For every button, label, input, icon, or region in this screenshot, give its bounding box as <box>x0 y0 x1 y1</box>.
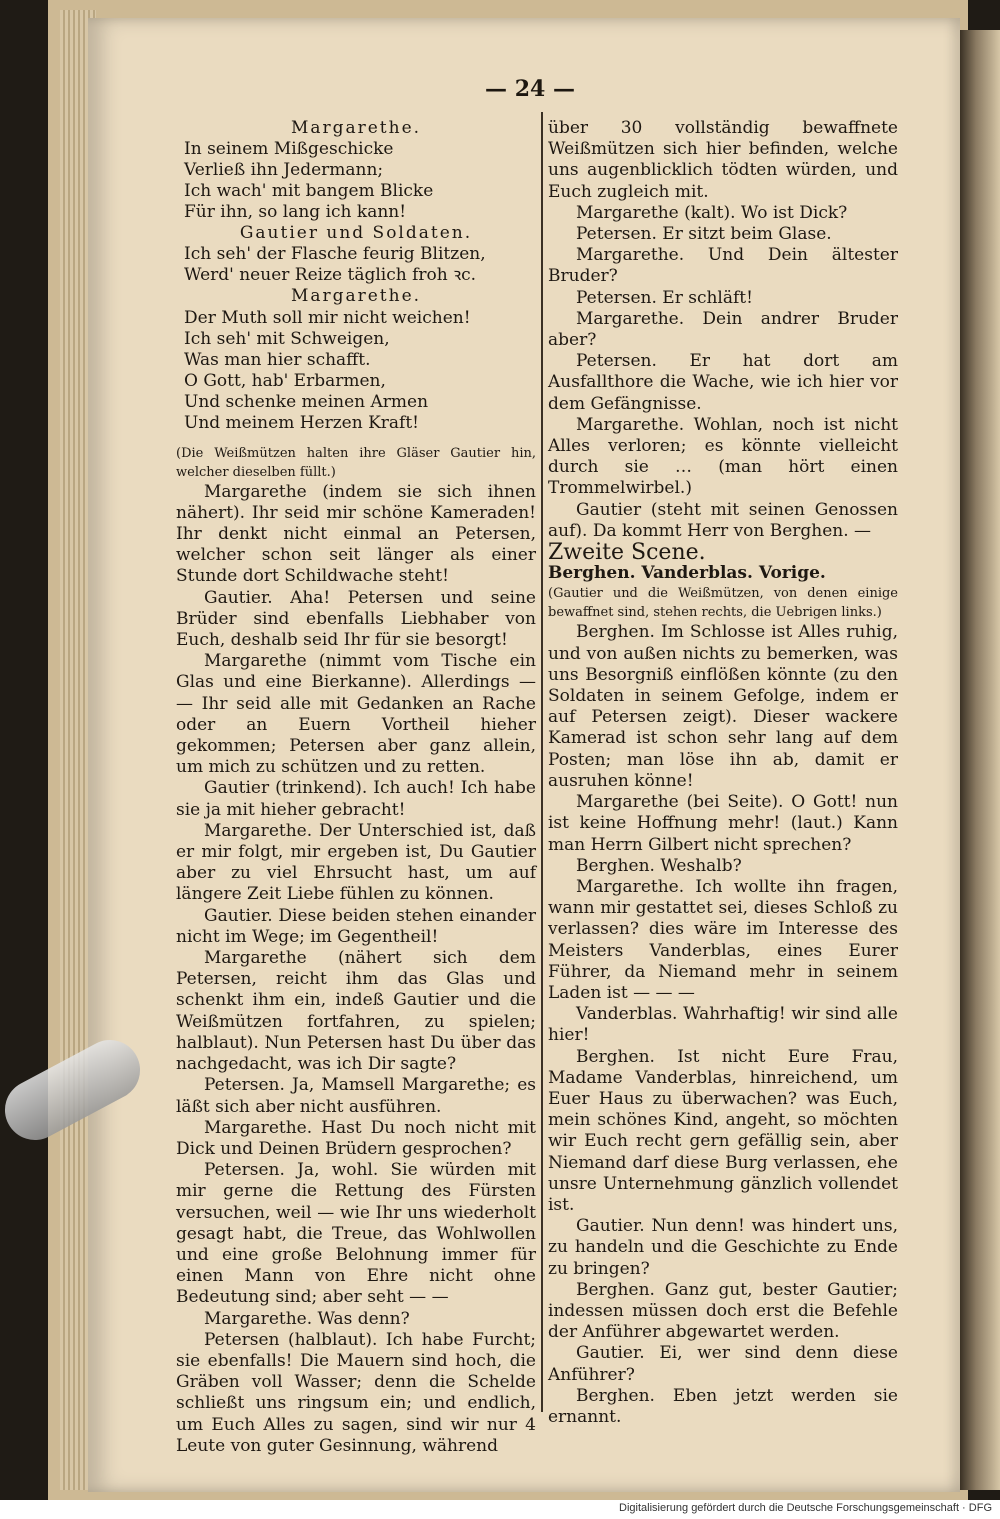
dialogue-paragraph: Margarethe. Und Dein ältester Bruder? <box>548 245 898 287</box>
dialogue-paragraph: Petersen. Er hat dort am Ausfallthore die Wache, wie ich hier vor dem Gefängnisse. <box>548 351 898 414</box>
dialogue-paragraph: Berghen. Ist nicht Eure Frau, Madame Vanderblas, hinreichend, um Euer Haus zu überwachen? was Euch, mein schönes Kind, angeht, so möchten wir Euch recht gern gefällig sein, aber Niemand darf diese Burg verlassen, ehe unsre Unternehmung gänzlich vollendet ist. <box>548 1046 898 1215</box>
stage-direction: (Die Weißmützen halten ihre Gläser Gautier hin, welcher dieselben füllt.) <box>176 445 536 480</box>
dialogue-paragraph: Gautier. Nun denn! was hindert uns, zu handeln und die Geschichte zu Ende zu bringen? <box>548 1216 898 1279</box>
dialogue-paragraph: Margarethe. Dein andrer Bruder aber? <box>548 308 898 351</box>
dialogue-paragraph: Petersen. Ja, Mamsell Margarethe; es läßt sich aber nicht ausführen. <box>176 1075 536 1117</box>
dialogue-paragraph: Margarethe. Der Unterschied ist, daß er mir folgt, mir ergeben ist, Du Gautier aber zu viel Ehrsucht hast, um auf längere Zeit Liebe fühlen zu können. <box>176 820 536 905</box>
verse-line: Und schenke meinen Armen <box>184 391 429 412</box>
dialogue-paragraph: Berghen. Im Schlosse ist Alles ruhig, und von außen nichts zu bemerken, was uns Besorgniß einflößen könnte (zu den Soldaten in seinem Gefolge, indem er auf Petersen zeigt). Dieser wackere Kamerad ist schon sehr lang auf dem Posten; man löse ihn ab, damit er ausruhen könne! <box>548 622 898 791</box>
dialogue-paragraph: Berghen. Ganz gut, bester Gautier; indessen müssen doch erst die Befehle der Anführer abgewartet werden. <box>548 1279 898 1343</box>
right-column <box>548 118 898 1428</box>
dialogue-paragraph: Margarethe. Was denn? <box>204 1308 410 1329</box>
cast-list: Berghen. Vanderblas. Vorige. <box>548 563 826 584</box>
dialogue-paragraph: Gautier. Aha! Petersen und seine Brüder sind ebenfalls Liebhaber von Euch, deshalb seid Ihr für sie besorgt! <box>176 587 536 651</box>
dialogue-paragraph: Petersen. Er schläft! <box>576 287 753 308</box>
dialogue-paragraph: Gautier (steht mit seinen Genossen auf). Da kommt Herr von Berghen. — <box>548 499 898 541</box>
verse-line: Ich wach' mit bangem Blicke <box>184 181 434 202</box>
verse-line: Und meinem Herzen Kraft! <box>184 412 420 433</box>
verse-block <box>184 244 536 286</box>
dialogue-paragraph: Margarethe (nimmt vom Tische ein Glas und eine Bierkanne). Allerdings — — Ihr seid alle mit Gedanken an Rache oder an Euern Vortheil hieher gekommen; Petersen aber ganz allein, um mich zu schützen und zu retten. <box>176 651 536 778</box>
verse-line: In seinem Mißgeschicke <box>184 139 394 160</box>
facing-page-edge <box>960 30 1000 1490</box>
stage-direction: (Gautier und die Weißmützen, von denen einige bewaffnet sind, stehen rechts, die Uebrigen links.) <box>548 586 898 621</box>
verse-line: Verließ ihn Jedermann; <box>184 160 384 181</box>
dialogue-paragraph: Petersen. Ja, wohl. Sie würden mit mir gerne die Rettung des Fürsten versuchen, weil — wie Ihr uns wiederholt gesagt habt, die Treue, das Wohlwollen und eine große Belohnung immer für einen Mann von Ehre nicht ohne Bedeutung sind; aber seht — — <box>176 1160 536 1308</box>
dialogue-paragraph: Margarethe. Ich wollte ihn fragen, wann mir gestattet sei, dieses Schloß zu verlassen? dies wäre im Interesse des Meisters Vanderblas, eines Eurer Führer, da Niemand mehr in seinem Laden ist — — — <box>548 876 898 1003</box>
dialogue-paragraph: Gautier. Ei, wer sind denn diese Anführer? <box>548 1343 898 1385</box>
dialogue-paragraph: Margarethe (nähert sich dem Petersen, reicht ihm das Glas und schenkt ihm ein, indeß Gautier und die Weißmützen fortfahren, zu spielen; halblaut). Nun Petersen hast Du über das nachgedacht, was ich Dir sagte? <box>176 948 536 1075</box>
speaker-heading: Margarethe. <box>290 118 422 138</box>
speaker-heading: Margarethe. <box>290 286 422 307</box>
dialogue-paragraph: Margarethe (indem sie sich ihnen nähert). Ihr seid mir schöne Kameraden! Ihr denkt nicht einmal an Petersen, welcher schon seit länger als einer Stunde dort Schildwache steht! <box>176 481 536 587</box>
scene-title: Zweite Scene. <box>548 540 706 566</box>
verse-line: Was man hier schafft. <box>184 349 371 370</box>
verse-line: Ich seh' mit Schweigen, <box>184 328 390 349</box>
verse-line: O Gott, hab' Erbarmen, <box>184 370 386 391</box>
dialogue-paragraph: Margarethe (bei Seite). O Gott! nun ist keine Hoffnung mehr! (laut.) Kann man Herrn Gilbert nicht sprechen? <box>548 792 898 855</box>
dialogue-paragraph: Vanderblas. Wahrhaftig! wir sind alle hier! <box>548 1004 898 1046</box>
verse-line: Der Muth soll mir nicht weichen! <box>184 307 471 328</box>
speaker-heading: Gautier und Soldaten. <box>239 223 473 244</box>
dialogue-paragraph: Berghen. Weshalb? <box>576 855 742 876</box>
dialogue-paragraph: Berghen. Eben jetzt werden sie ernannt. <box>548 1385 898 1427</box>
page-number: — 24 — <box>485 76 575 102</box>
dialogue-paragraph: Petersen. Er sitzt beim Glase. <box>576 224 832 245</box>
dialogue-paragraph: Gautier (trinkend). Ich auch! Ich habe sie ja mit hieher gebracht! <box>176 778 536 820</box>
footer-credit: Digitalisierung gefördert durch die Deutsche Forschungsgemeinschaft · DFG <box>619 1502 992 1514</box>
dialogue-paragraph: Margarethe. Wohlan, noch ist nicht Alles verloren; es könnte vielleicht durch sie … (man hört einen Trommelwirbel.) <box>548 414 898 499</box>
verse-line: Werd' neuer Reize täglich froh ꝛc. <box>184 265 477 286</box>
verse-line: Ich seh' der Flasche feurig Blitzen, <box>184 244 486 265</box>
spacer <box>176 434 536 444</box>
dialogue-paragraph: Petersen (halblaut). Ich habe Furcht; sie ebenfalls! Die Mauern sind hoch, die Gräben voll Wasser; denn die Schelde schließt uns ringsum ein; und endlich, um Euch Alles zu sagen, sind wir nur 4 Leute von guter Gesinnung, während <box>176 1329 536 1456</box>
dialogue-continuation: über 30 vollständig bewaffnete Weißmützen sich hier befinden, welche uns augenblicklich tödten würden, und Euch zugleich mit. <box>548 118 898 202</box>
dialogue-paragraph: Gautier. Diese beiden stehen einander nicht im Wege; im Gegentheil! <box>176 905 536 947</box>
verse-line: Für ihn, so lang ich kann! <box>184 202 407 223</box>
column-divider <box>541 112 543 1412</box>
verse-block <box>184 308 536 434</box>
verse-block <box>184 139 536 223</box>
dialogue-paragraph: Margarethe. Hast Du noch nicht mit Dick und Deinen Brüdern gesprochen? <box>176 1117 536 1159</box>
left-column <box>176 118 536 1457</box>
footer-bar <box>0 1500 1000 1519</box>
dialogue-paragraph: Margarethe (kalt). Wo ist Dick? <box>576 202 848 223</box>
